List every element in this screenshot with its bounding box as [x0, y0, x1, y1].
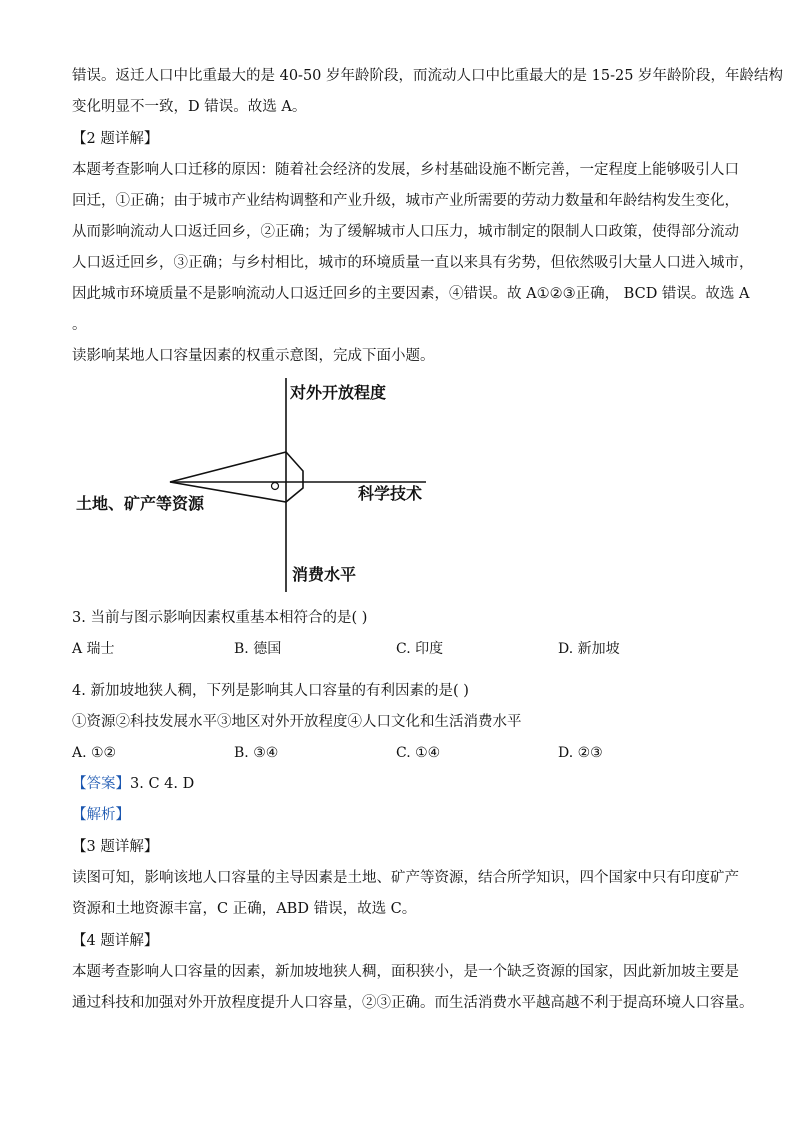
option-a: A. ①② [72, 745, 117, 761]
answer-line [72, 774, 724, 794]
paragraph-line: 错误。返迁人口中比重最大的是 40-50 岁年龄阶段，而流动人口中比重最大的是 15-25 岁年龄阶段，年龄结构 [72, 68, 784, 84]
paragraph-line: 通过科技和加强对外开放程度提升人口容量，②③正确。而生活消费水平越高越不利于提高环境人口容量。 [72, 995, 754, 1011]
paragraph-line: 因此城市环境质量不是影响流动人口返迁回乡的主要因素，④错误。故 A①②③正确， BCD 错误。故选 A [72, 286, 750, 302]
paragraph-line: 从而影响流动人口返迁回乡，②正确；为了缓解城市人口压力，城市制定的限制人口政策，使得部分流动 [72, 224, 739, 240]
paragraph-line: 资源和土地资源丰富，C 正确，ABD 错误，故选 C。 [72, 901, 417, 917]
answer-text: 3. C 4. D [130, 776, 195, 792]
option-d: D. 新加坡 [558, 641, 620, 657]
paragraph-line: 本题考查影响人口容量的因素，新加坡地狭人稠，面积狭小，是一个缺乏资源的国家，因此新加坡主要是 [72, 964, 739, 980]
question-stem: 4. 新加坡地狭人稠，下列是影响其人口容量的有利因素的是( ) [72, 683, 469, 699]
answer-tag: 【答案】 [72, 776, 130, 792]
left-label: 土地、矿产等资源 [76, 494, 205, 513]
option-b: B. ③④ [234, 745, 279, 761]
paragraph-line: 读图可知，影响该地人口容量的主导因素是土地、矿产等资源，结合所学知识，四个国家中只有印度矿产 [72, 870, 739, 886]
question-subitems: ①资源②科技发展水平③地区对外开放程度④人口文化和生活消费水平 [72, 714, 522, 730]
weight-diagram-svg [60, 372, 460, 600]
option-b: B. 德国 [234, 641, 282, 657]
weight-diagram [60, 372, 460, 600]
analysis-tag: 【解析】 [72, 807, 130, 823]
option-c: C. ①④ [396, 745, 441, 761]
section-heading: 【2 题详解】 [72, 131, 159, 147]
option-a: A 瑞士 [72, 641, 115, 657]
paragraph-line: 人口返迁回乡，③正确；与乡村相比，城市的环境质量一直以来具有劣势，但依然吸引大量人口进入城市， [72, 255, 754, 271]
paragraph-line: 。 [72, 317, 87, 333]
option-c: C. 印度 [396, 641, 444, 657]
question-intro: 读影响某地人口容量因素的权重示意图，完成下面小题。 [72, 348, 435, 364]
origin-marker [272, 483, 279, 490]
option-d: D. ②③ [558, 745, 603, 761]
right-label: 科学技术 [358, 484, 423, 503]
section-heading: 【4 题详解】 [72, 933, 159, 949]
paragraph-line: 变化明显不一致，D 错误。故选 A。 [72, 99, 307, 115]
paragraph-line: 回迁，①正确；由于城市产业结构调整和产业升级，城市产业所需要的劳动力数量和年龄结构发生变化， [72, 193, 739, 209]
paragraph-line: 本题考查影响人口迁移的原因：随着社会经济的发展，乡村基础设施不断完善，一定程度上能够吸引人口 [72, 162, 739, 178]
section-heading: 【3 题详解】 [72, 839, 159, 855]
question-stem: 3. 当前与图示影响因素权重基本相符合的是( ) [72, 610, 368, 626]
top-label: 对外开放程度 [290, 383, 387, 402]
bottom-label: 消费水平 [292, 565, 357, 584]
